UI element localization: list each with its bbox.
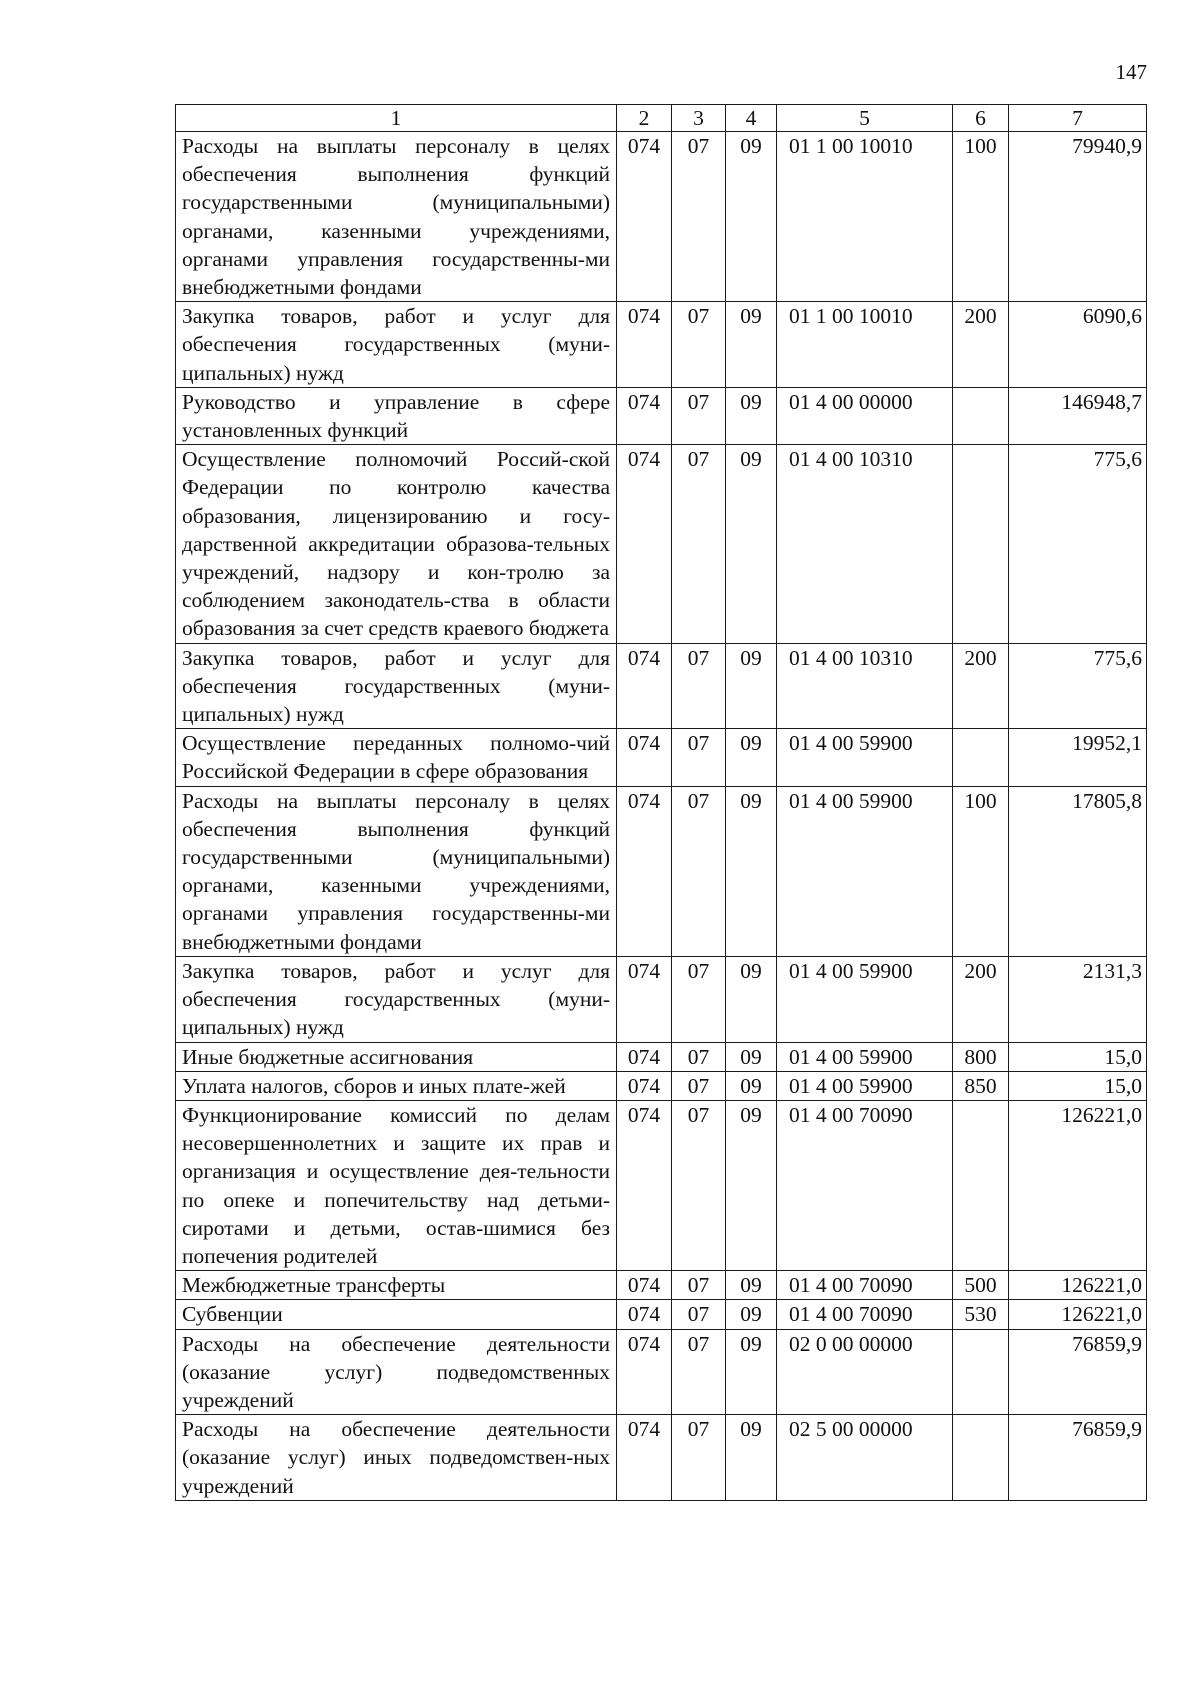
cell-col-7: 775,6 bbox=[1009, 643, 1147, 729]
cell-col-2: 074 bbox=[617, 1100, 672, 1270]
cell-col-6 bbox=[953, 1100, 1009, 1270]
cell-col-6 bbox=[953, 1329, 1009, 1415]
cell-col-6: 850 bbox=[953, 1071, 1009, 1100]
cell-col-3: 07 bbox=[672, 956, 726, 1042]
cell-col-7: 6090,6 bbox=[1009, 302, 1147, 388]
cell-col-7: 17805,8 bbox=[1009, 786, 1147, 956]
cell-col-2: 074 bbox=[617, 643, 672, 729]
row-description: Расходы на выплаты персоналу в целях обеспечения выполнения функций государственными (муниципальными) органами, казенными учреждениями, органами управления государственны-ми внебюджетными фондами bbox=[176, 786, 617, 956]
row-description: Закупка товаров, работ и услуг для обеспечения государственных (муни-ципальных) нужд bbox=[176, 302, 617, 388]
cell-col-4: 09 bbox=[726, 1100, 777, 1270]
cell-col-7: 126221,0 bbox=[1009, 1300, 1147, 1329]
table-row bbox=[176, 1100, 1147, 1270]
column-header-3: 3 bbox=[672, 105, 726, 132]
cell-col-4: 09 bbox=[726, 1042, 777, 1071]
cell-col-4: 09 bbox=[726, 1071, 777, 1100]
cell-col-5: 01 4 00 70090 bbox=[777, 1271, 953, 1300]
table-row bbox=[176, 302, 1147, 388]
cell-col-7: 2131,3 bbox=[1009, 956, 1147, 1042]
cell-col-4: 09 bbox=[726, 387, 777, 444]
row-description: Руководство и управление в сфере установленных функций bbox=[176, 387, 617, 444]
cell-col-7: 79940,9 bbox=[1009, 132, 1147, 302]
cell-col-6: 200 bbox=[953, 956, 1009, 1042]
cell-col-6: 200 bbox=[953, 302, 1009, 388]
cell-col-6: 530 bbox=[953, 1300, 1009, 1329]
cell-col-4: 09 bbox=[726, 956, 777, 1042]
cell-col-4: 09 bbox=[726, 132, 777, 302]
cell-col-3: 07 bbox=[672, 643, 726, 729]
budget-table bbox=[175, 104, 1147, 1501]
cell-col-7: 775,6 bbox=[1009, 445, 1147, 643]
cell-col-4: 09 bbox=[726, 729, 777, 786]
cell-col-4: 09 bbox=[726, 1271, 777, 1300]
cell-col-2: 074 bbox=[617, 132, 672, 302]
cell-col-6 bbox=[953, 729, 1009, 786]
cell-col-4: 09 bbox=[726, 643, 777, 729]
cell-col-4: 09 bbox=[726, 1329, 777, 1415]
table-row bbox=[176, 1329, 1147, 1415]
table-row bbox=[176, 1271, 1147, 1300]
column-header-4: 4 bbox=[726, 105, 777, 132]
table-row bbox=[176, 1042, 1147, 1071]
cell-col-5: 01 4 00 59900 bbox=[777, 1071, 953, 1100]
cell-col-6 bbox=[953, 445, 1009, 643]
cell-col-2: 074 bbox=[617, 956, 672, 1042]
cell-col-7: 15,0 bbox=[1009, 1042, 1147, 1071]
table-header-row bbox=[176, 105, 1147, 132]
cell-col-2: 074 bbox=[617, 1300, 672, 1329]
cell-col-3: 07 bbox=[672, 729, 726, 786]
cell-col-4: 09 bbox=[726, 1415, 777, 1501]
cell-col-6: 100 bbox=[953, 786, 1009, 956]
column-header-7: 7 bbox=[1009, 105, 1147, 132]
column-header-1: 1 bbox=[176, 105, 617, 132]
cell-col-3: 07 bbox=[672, 1415, 726, 1501]
cell-col-2: 074 bbox=[617, 387, 672, 444]
table-row bbox=[176, 1300, 1147, 1329]
cell-col-4: 09 bbox=[726, 302, 777, 388]
page-number: 147 bbox=[1115, 60, 1147, 84]
cell-col-2: 074 bbox=[617, 1415, 672, 1501]
row-description: Осуществление переданных полномо-чий Российской Федерации в сфере образования bbox=[176, 729, 617, 786]
table-row bbox=[176, 1415, 1147, 1501]
column-header-2: 2 bbox=[617, 105, 672, 132]
table-row bbox=[176, 786, 1147, 956]
row-description: Расходы на обеспечение деятельности (оказание услуг) подведомственных учреждений bbox=[176, 1329, 617, 1415]
cell-col-5: 01 4 00 59900 bbox=[777, 956, 953, 1042]
table-row bbox=[176, 387, 1147, 444]
table-row bbox=[176, 729, 1147, 786]
cell-col-3: 07 bbox=[672, 445, 726, 643]
cell-col-3: 07 bbox=[672, 1329, 726, 1415]
cell-col-3: 07 bbox=[672, 1042, 726, 1071]
cell-col-7: 15,0 bbox=[1009, 1071, 1147, 1100]
cell-col-7: 76859,9 bbox=[1009, 1329, 1147, 1415]
cell-col-5: 01 1 00 10010 bbox=[777, 132, 953, 302]
column-header-6: 6 bbox=[953, 105, 1009, 132]
cell-col-6 bbox=[953, 1415, 1009, 1501]
cell-col-2: 074 bbox=[617, 1271, 672, 1300]
cell-col-4: 09 bbox=[726, 786, 777, 956]
row-description: Субвенции bbox=[176, 1300, 617, 1329]
cell-col-3: 07 bbox=[672, 1071, 726, 1100]
cell-col-3: 07 bbox=[672, 786, 726, 956]
cell-col-7: 126221,0 bbox=[1009, 1100, 1147, 1270]
cell-col-4: 09 bbox=[726, 445, 777, 643]
row-description: Межбюджетные трансферты bbox=[176, 1271, 617, 1300]
cell-col-5: 01 1 00 10010 bbox=[777, 302, 953, 388]
cell-col-5: 01 4 00 59900 bbox=[777, 729, 953, 786]
cell-col-5: 01 4 00 70090 bbox=[777, 1300, 953, 1329]
cell-col-5: 01 4 00 59900 bbox=[777, 1042, 953, 1071]
column-header-5: 5 bbox=[777, 105, 953, 132]
cell-col-2: 074 bbox=[617, 1071, 672, 1100]
cell-col-3: 07 bbox=[672, 1300, 726, 1329]
row-description: Расходы на выплаты персоналу в целях обеспечения выполнения функций государственными (муниципальными) органами, казенными учреждениями, органами управления государственны-ми внебюджетными фондами bbox=[176, 132, 617, 302]
cell-col-5: 02 0 00 00000 bbox=[777, 1329, 953, 1415]
cell-col-6: 800 bbox=[953, 1042, 1009, 1071]
cell-col-2: 074 bbox=[617, 302, 672, 388]
cell-col-5: 01 4 00 10310 bbox=[777, 445, 953, 643]
row-description: Закупка товаров, работ и услуг для обеспечения государственных (муни-ципальных) нужд bbox=[176, 643, 617, 729]
cell-col-3: 07 bbox=[672, 132, 726, 302]
cell-col-6 bbox=[953, 387, 1009, 444]
cell-col-2: 074 bbox=[617, 1042, 672, 1071]
cell-col-4: 09 bbox=[726, 1300, 777, 1329]
cell-col-3: 07 bbox=[672, 302, 726, 388]
row-description: Расходы на обеспечение деятельности (оказание услуг) иных подведомствен-ных учреждений bbox=[176, 1415, 617, 1501]
cell-col-7: 76859,9 bbox=[1009, 1415, 1147, 1501]
cell-col-6: 100 bbox=[953, 132, 1009, 302]
table-row bbox=[176, 1071, 1147, 1100]
row-description: Осуществление полномочий Россий-ской Федерации по контролю качества образования, лицензированию и госу-дарственной аккредитации образова-тельных учреждений, надзору и кон-тролю за соблюдением законодатель-ства в области образования за счет средств краевого бюджета bbox=[176, 445, 617, 643]
cell-col-5: 01 4 00 00000 bbox=[777, 387, 953, 444]
cell-col-3: 07 bbox=[672, 387, 726, 444]
row-description: Иные бюджетные ассигнования bbox=[176, 1042, 617, 1071]
cell-col-5: 01 4 00 59900 bbox=[777, 786, 953, 956]
table-body bbox=[176, 132, 1147, 1501]
row-description: Функционирование комиссий по делам несовершеннолетних и защите их прав и организация и осуществление дея-тельности по опеке и попечительству над детьми-сиротами и детьми, остав-шимися без попечения родителей bbox=[176, 1100, 617, 1270]
table-row bbox=[176, 956, 1147, 1042]
cell-col-7: 146948,7 bbox=[1009, 387, 1147, 444]
cell-col-2: 074 bbox=[617, 786, 672, 956]
cell-col-6: 200 bbox=[953, 643, 1009, 729]
table-row bbox=[176, 132, 1147, 302]
cell-col-2: 074 bbox=[617, 729, 672, 786]
table-row bbox=[176, 643, 1147, 729]
row-description: Закупка товаров, работ и услуг для обеспечения государственных (муни-ципальных) нужд bbox=[176, 956, 617, 1042]
cell-col-5: 02 5 00 00000 bbox=[777, 1415, 953, 1501]
cell-col-6: 500 bbox=[953, 1271, 1009, 1300]
cell-col-3: 07 bbox=[672, 1100, 726, 1270]
cell-col-7: 19952,1 bbox=[1009, 729, 1147, 786]
row-description: Уплата налогов, сборов и иных плате-жей bbox=[176, 1071, 617, 1100]
cell-col-3: 07 bbox=[672, 1271, 726, 1300]
table-row bbox=[176, 445, 1147, 643]
cell-col-5: 01 4 00 70090 bbox=[777, 1100, 953, 1270]
cell-col-5: 01 4 00 10310 bbox=[777, 643, 953, 729]
cell-col-2: 074 bbox=[617, 1329, 672, 1415]
cell-col-2: 074 bbox=[617, 445, 672, 643]
cell-col-7: 126221,0 bbox=[1009, 1271, 1147, 1300]
